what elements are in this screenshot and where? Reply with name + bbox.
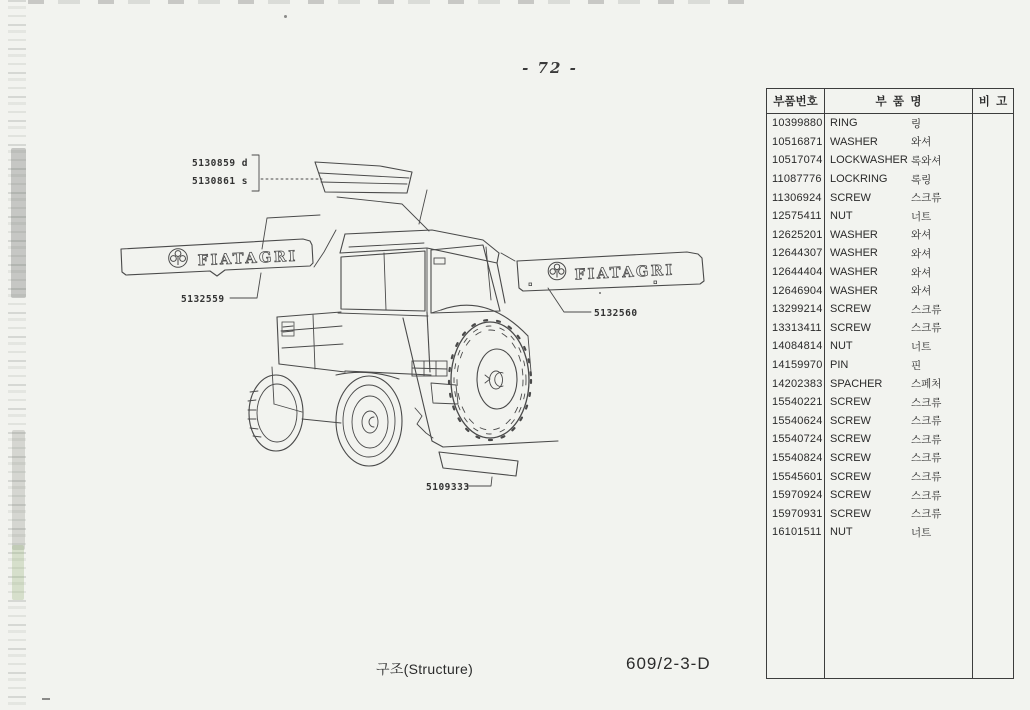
part-number-cell: 14202383 xyxy=(767,374,825,393)
part-name-english: SCREW xyxy=(830,396,871,409)
table-row xyxy=(767,430,1013,449)
part-name-english: NUT xyxy=(830,210,853,223)
part-name-cell xyxy=(825,133,973,152)
table-row xyxy=(767,393,1013,412)
table-row xyxy=(767,467,1013,486)
table-row xyxy=(767,226,1013,245)
table-row xyxy=(767,523,1013,542)
part-number-cell: 15970924 xyxy=(767,486,825,505)
part-name-english: SCREW xyxy=(830,433,871,446)
part-name-korean: 스크류 xyxy=(911,471,942,484)
table-row xyxy=(767,449,1013,468)
part-number-cell: 13299214 xyxy=(767,300,825,319)
part-name-cell xyxy=(825,523,973,542)
table-row xyxy=(767,281,1013,300)
part-name-cell xyxy=(825,449,973,468)
part-name-korean: 너트 xyxy=(911,526,932,539)
table-row xyxy=(767,504,1013,523)
part-number-cell: 15540724 xyxy=(767,430,825,449)
tractor-body xyxy=(248,230,558,466)
part-number-cell: 10517074 xyxy=(767,151,825,170)
part-name-cell xyxy=(825,170,973,189)
part-name-english: SCREW xyxy=(830,414,871,427)
part-name-english: SCREW xyxy=(830,191,871,204)
col-header-part-name: 부 품 명 xyxy=(825,89,973,113)
remarks-cell xyxy=(973,188,1013,207)
parts-table-empty-area xyxy=(767,542,1013,678)
col-header-part-number: 부품번호 xyxy=(767,89,825,113)
drawing-caption: 구조(Structure) xyxy=(376,661,474,677)
part-name-cell xyxy=(825,337,973,356)
part-name-english: SCREW xyxy=(830,489,871,502)
part-name-korean: 와셔 xyxy=(911,247,932,260)
remarks-cell xyxy=(973,337,1013,356)
part-name-english: WASHER xyxy=(830,284,878,297)
part-name-cell xyxy=(825,374,973,393)
remarks-cell xyxy=(973,486,1013,505)
part-name-korean: 스크류 xyxy=(911,452,942,465)
part-label-badge-right: 5132560 xyxy=(594,308,638,319)
badge-left-text: FIATAGRI xyxy=(197,247,299,270)
remarks-cell xyxy=(973,467,1013,486)
badge-right-text: FIATAGRI xyxy=(574,261,676,284)
part-name-cell xyxy=(825,281,973,300)
remarks-cell xyxy=(973,151,1013,170)
fiatagri-badge-left xyxy=(121,239,313,305)
table-row xyxy=(767,133,1013,152)
remarks-cell xyxy=(973,263,1013,282)
part-name-english: SCREW xyxy=(830,470,871,483)
part-name-cell xyxy=(825,504,973,523)
part-number-cell: 15540624 xyxy=(767,412,825,431)
part-name-cell xyxy=(825,244,973,263)
part-name-korean: 와셔 xyxy=(911,136,932,149)
part-label-roof-d: 5130859 d xyxy=(192,158,248,169)
fiatagri-badge-right xyxy=(517,252,704,319)
table-row xyxy=(767,337,1013,356)
table-row xyxy=(767,356,1013,375)
front-wheel-far xyxy=(248,375,303,451)
part-number-cell: 15545601 xyxy=(767,467,825,486)
part-name-cell xyxy=(825,263,973,282)
part-name-english: RING xyxy=(830,117,858,130)
roof-part-callout xyxy=(192,155,322,191)
page-number: - 72 - xyxy=(522,59,578,77)
part-name-english: SCREW xyxy=(830,451,871,464)
part-name-cell xyxy=(825,300,973,319)
part-name-english: WASHER xyxy=(830,228,878,241)
part-name-korean: 스크류 xyxy=(911,433,942,446)
part-number-cell: 12625201 xyxy=(767,226,825,245)
table-row xyxy=(767,207,1013,226)
part-name-korean: 스페처 xyxy=(911,378,942,391)
part-name-cell xyxy=(825,356,973,375)
part-label-lower-strip: 5109333 xyxy=(426,482,470,493)
part-name-english: PIN xyxy=(830,359,849,372)
col-header-remarks: 비 고 xyxy=(978,96,1008,108)
remarks-cell xyxy=(973,374,1013,393)
part-name-english: SPACHER xyxy=(830,377,883,390)
table-row xyxy=(767,188,1013,207)
part-number-cell: 11306924 xyxy=(767,188,825,207)
part-name-korean: 스크류 xyxy=(911,322,942,335)
part-name-english: WASHER xyxy=(830,266,878,279)
table-row xyxy=(767,412,1013,431)
part-number-cell: 15970931 xyxy=(767,504,825,523)
part-name-korean: 스크류 xyxy=(911,489,942,502)
part-name-cell xyxy=(825,430,973,449)
remarks-cell xyxy=(973,170,1013,189)
part-number-cell: 10516871 xyxy=(767,133,825,152)
document-code: 609/2-3-D xyxy=(626,654,711,673)
lower-strip-part xyxy=(426,452,518,493)
remarks-cell xyxy=(973,281,1013,300)
remarks-cell xyxy=(973,319,1013,338)
front-wheel-near xyxy=(336,372,402,466)
part-number-cell: 13313411 xyxy=(767,319,825,338)
part-name-korean: 스크류 xyxy=(911,396,942,409)
part-name-korean: 링 xyxy=(911,117,922,130)
part-number-cell: 14084814 xyxy=(767,337,825,356)
part-name-korean: 스크류 xyxy=(911,508,942,521)
part-name-cell xyxy=(825,188,973,207)
table-row xyxy=(767,486,1013,505)
part-name-english: LOCKRING xyxy=(830,173,888,186)
fiatagri-logo-icon xyxy=(548,262,566,280)
part-name-cell xyxy=(825,207,973,226)
table-row xyxy=(767,151,1013,170)
part-name-korean: 스크류 xyxy=(911,192,942,205)
remarks-cell xyxy=(973,133,1013,152)
remarks-cell xyxy=(973,207,1013,226)
part-name-cell xyxy=(825,226,973,245)
remarks-cell xyxy=(973,244,1013,263)
part-name-korean: 스크류 xyxy=(911,303,942,316)
part-name-cell xyxy=(825,114,973,133)
part-name-english: SCREW xyxy=(830,321,871,334)
part-number-cell: 12646904 xyxy=(767,281,825,300)
part-name-korean: 와셔 xyxy=(911,266,932,279)
part-name-korean: 스크류 xyxy=(911,415,942,428)
part-name-english: SCREW xyxy=(830,507,871,520)
part-number-cell: 12575411 xyxy=(767,207,825,226)
part-number-cell: 16101511 xyxy=(767,523,825,542)
part-number-cell: 15540824 xyxy=(767,449,825,468)
part-number-cell: 10399880 xyxy=(767,114,825,133)
part-name-korean: 록링 xyxy=(911,173,932,186)
remarks-cell xyxy=(973,300,1013,319)
fiatagri-logo-icon xyxy=(169,249,188,268)
part-name-english: WASHER xyxy=(830,247,878,260)
parts-table-header xyxy=(767,89,1013,114)
part-name-korean: 록와셔 xyxy=(911,154,942,167)
parts-table xyxy=(766,88,1014,679)
roof-panel-part xyxy=(315,162,412,193)
part-name-english: NUT xyxy=(830,526,853,539)
remarks-cell xyxy=(973,393,1013,412)
remarks-cell xyxy=(973,226,1013,245)
part-number-cell: 11087776 xyxy=(767,170,825,189)
remarks-cell xyxy=(973,504,1013,523)
remarks-cell xyxy=(973,449,1013,468)
table-row xyxy=(767,374,1013,393)
table-row xyxy=(767,263,1013,282)
remarks-cell xyxy=(973,356,1013,375)
part-name-cell xyxy=(825,486,973,505)
part-name-korean: 핀 xyxy=(911,359,922,372)
remarks-cell xyxy=(973,114,1013,133)
part-name-cell xyxy=(825,319,973,338)
part-name-cell xyxy=(825,412,973,431)
part-number-cell: 14159970 xyxy=(767,356,825,375)
part-name-english: WASHER xyxy=(830,135,878,148)
remarks-cell xyxy=(973,412,1013,431)
leader-lines-roof xyxy=(262,190,515,267)
part-name-english: SCREW xyxy=(830,303,871,316)
part-name-korean: 너트 xyxy=(911,340,932,353)
part-name-cell xyxy=(825,393,973,412)
table-row xyxy=(767,244,1013,263)
part-name-korean: 와셔 xyxy=(911,285,932,298)
part-name-korean: 와셔 xyxy=(911,229,932,242)
table-row xyxy=(767,319,1013,338)
part-label-roof-s: 5130861 s xyxy=(192,176,248,187)
part-name-korean: 너트 xyxy=(911,210,932,223)
part-label-badge-left: 5132559 xyxy=(181,294,225,305)
table-row xyxy=(767,114,1013,133)
part-name-cell xyxy=(825,467,973,486)
remarks-cell xyxy=(973,430,1013,449)
part-number-cell: 15540221 xyxy=(767,393,825,412)
part-name-english: NUT xyxy=(830,340,853,353)
part-name-cell xyxy=(825,151,973,170)
part-name-english: LOCKWASHER xyxy=(830,154,908,167)
rear-wheel xyxy=(449,320,531,440)
part-number-cell: 12644404 xyxy=(767,263,825,282)
table-row xyxy=(767,300,1013,319)
table-row xyxy=(767,170,1013,189)
remarks-cell xyxy=(973,523,1013,542)
part-number-cell: 12644307 xyxy=(767,244,825,263)
